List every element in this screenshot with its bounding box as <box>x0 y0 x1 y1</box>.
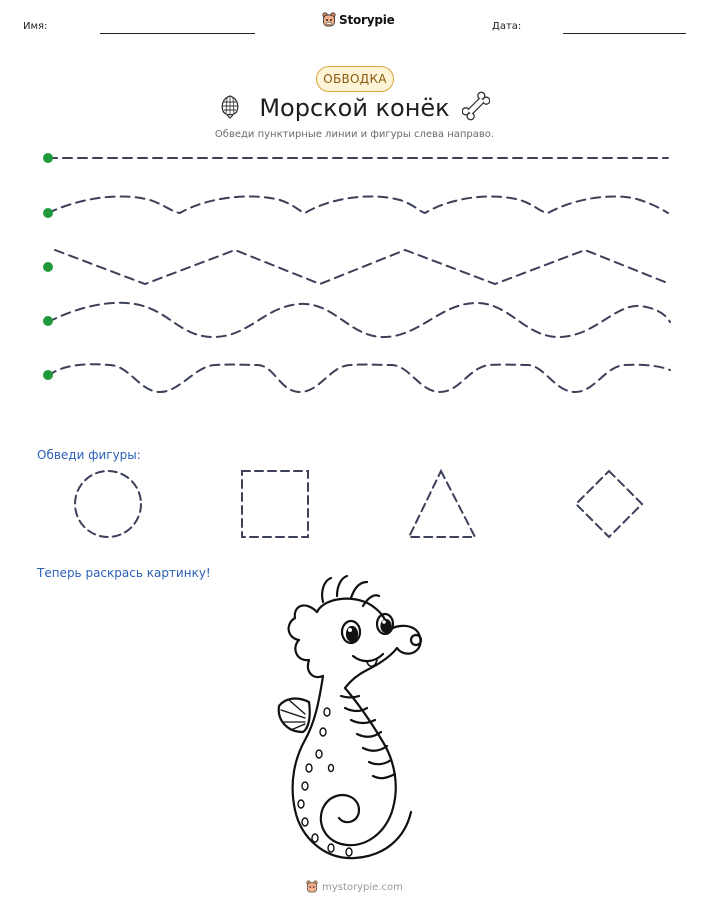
seahorse-drawing <box>275 572 435 864</box>
footer-site[interactable]: mystorypie.com <box>322 881 403 893</box>
mascot-icon <box>306 880 318 894</box>
trace-line-curve <box>48 303 670 337</box>
trace-triangle <box>409 471 475 537</box>
trace-line-wave <box>48 196 668 213</box>
instructions: Обведи пунктирные линии и фигуры слева направо. <box>214 129 495 140</box>
tracing-lines <box>0 140 709 400</box>
start-dot <box>43 370 53 380</box>
shapes-label: Обведи фигуры: <box>37 448 141 462</box>
footer <box>0 880 709 894</box>
start-dot <box>43 316 53 326</box>
bone-icon <box>462 90 490 122</box>
trace-line-bumps <box>48 364 670 392</box>
date-line[interactable] <box>563 33 686 34</box>
start-dot <box>43 153 53 163</box>
trace-square <box>242 471 308 537</box>
trace-diamond <box>576 471 642 537</box>
date-label: Дата: <box>492 21 522 32</box>
coloring-label: Теперь раскрась картинку! <box>37 566 211 580</box>
activity-badge: ОБВОДКА <box>316 66 394 92</box>
mascot-icon <box>322 12 336 28</box>
start-dot <box>43 208 53 218</box>
brand-name: Storypie <box>339 13 395 27</box>
trace-circle <box>75 471 141 537</box>
name-label: Имя: <box>23 21 48 32</box>
trace-line-zigzag <box>55 250 670 284</box>
brand-logo <box>322 12 395 28</box>
start-dot <box>43 262 53 272</box>
tracing-shapes <box>0 460 709 550</box>
name-line[interactable] <box>100 33 255 34</box>
page-title: Морской конёк <box>259 94 450 122</box>
